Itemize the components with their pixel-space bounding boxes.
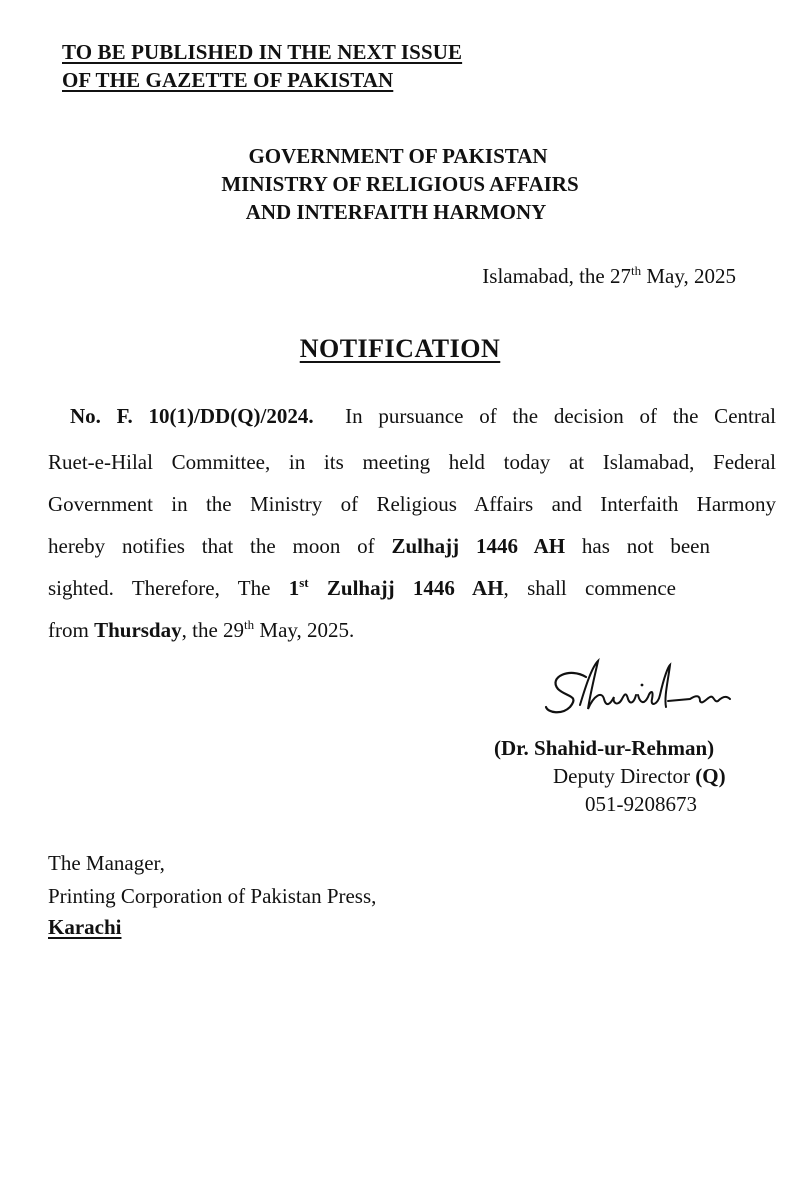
addressee-line-1: The Manager, (48, 851, 165, 875)
body-line-5-post: , shall commence (503, 576, 676, 600)
addressee-line-2: Printing Corporation of Pakistan Press, (48, 884, 377, 908)
body-line-4-pre: hereby notifies that the moon of (48, 534, 392, 558)
body-line-1-text: In pursuance of the decision of the Central (345, 404, 776, 428)
designation-section: (Q) (695, 764, 726, 788)
dateline (482, 264, 736, 289)
body-line-4 (48, 534, 710, 559)
body-line-6-pre: from (48, 618, 95, 642)
body-line-6 (48, 618, 776, 643)
reference-number: No. F. 10(1)/DD(Q)/2024. (70, 404, 314, 428)
month-name: Zulhajj 1446 AH (391, 534, 566, 558)
first-day-number: 1 (288, 576, 300, 600)
commence-weekday: Thursday (94, 618, 182, 642)
body-line-2: Ruet-e-Hilal Committee, in its meeting held today at Islamabad, Federal (48, 450, 776, 474)
signatory-name: (Dr. Shahid-ur-Rehman) (494, 736, 715, 760)
commence-day-suffix: th (244, 617, 255, 632)
dateline-day-suffix: th (630, 263, 642, 278)
signatory-phone: 051-9208673 (585, 792, 697, 816)
org-ministry: MINISTRY OF RELIGIOUS AFFAIRS (221, 172, 579, 196)
designation-text: Deputy Director (553, 764, 696, 788)
body-line-5 (48, 576, 676, 601)
body-line-3: Government in the Ministry of Religious Affairs and Interfaith Harmony (48, 492, 776, 516)
org-ministry-continued: AND INTERFAITH HARMONY (245, 200, 547, 224)
body-line-6-post: May, 2025. (254, 618, 355, 642)
first-day-month: Zulhajj 1446 AH (308, 576, 504, 600)
signatory-designation (553, 764, 726, 789)
body-line-1 (70, 404, 776, 429)
notification-title: NOTIFICATION (299, 334, 501, 363)
dateline-place-day: Islamabad, the 27 (482, 264, 631, 288)
body-line-6-mid: , the 29 (181, 618, 245, 642)
body-line-4-post: has not been (565, 534, 710, 558)
org-government: GOVERNMENT OF PAKISTAN (248, 144, 548, 168)
first-day-suffix: st (299, 575, 309, 590)
publish-instruction-line-1: TO BE PUBLISHED IN THE NEXT ISSUE (62, 40, 463, 64)
publish-instruction-line-2: OF THE GAZETTE OF PAKISTAN (62, 68, 394, 92)
addressee-city: Karachi (48, 915, 122, 939)
body-line-5-pre: sighted. Therefore, The (48, 576, 289, 600)
handwritten-signature (540, 655, 750, 725)
dateline-month-year: May, 2025 (641, 264, 736, 288)
